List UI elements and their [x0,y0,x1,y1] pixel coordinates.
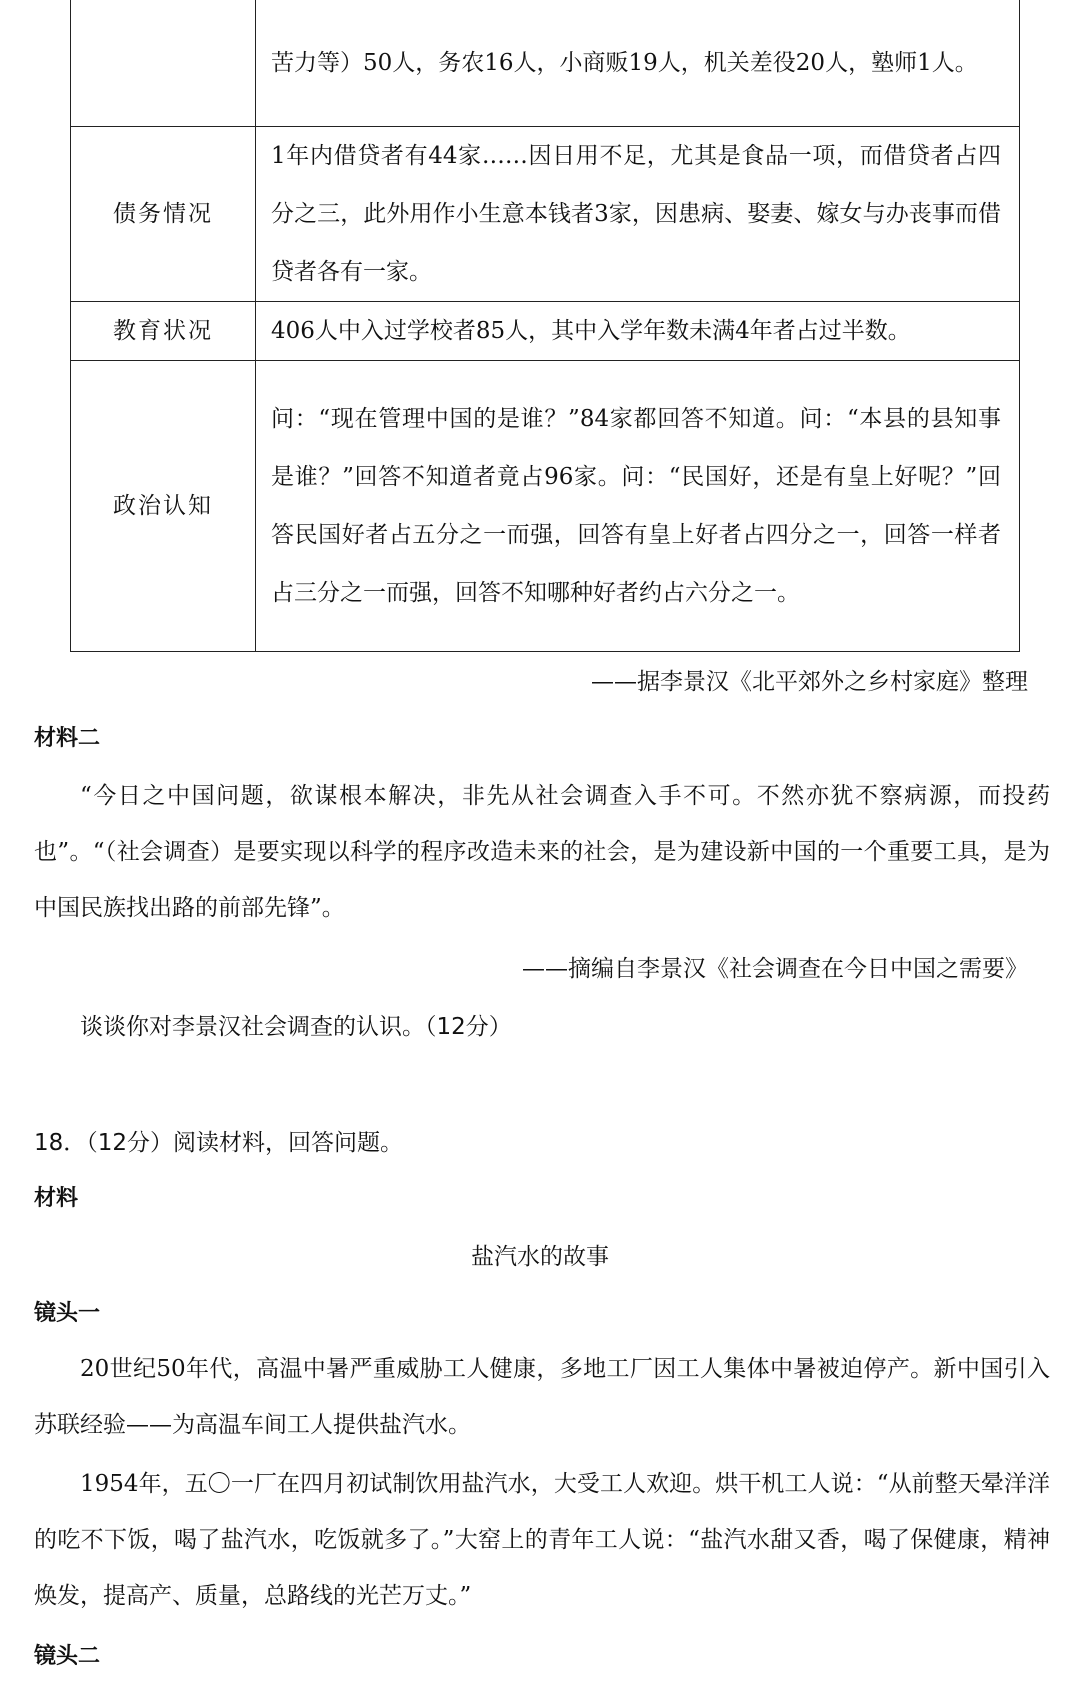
table-row-value: 406人中入过学校者85人，其中入学年数未满4年者占过半数。 [256,302,1020,361]
scene-1-paragraph-2: 1954年，五〇一厂在四月初试制饮用盐汽水，大受工人欢迎。烘干机工人说：“从前整天晕洋洋的吃不下饭，喝了盐汽水，吃饭就多了。”大窑上的青年工人说：“盐汽水甜又香，喝了保健康，精神焕发，提高产、质量，总路线的光芒万丈。” [34,1471,1050,1609]
material-heading: 材料 [34,1186,79,1211]
material-2-source: ——摘编自李景汉《社会调查在今日中国之需要》 [522,956,1028,982]
table-row-value: 问：“现在管理中国的是谁？”84家都回答不知道。问：“本县的县知事是谁？”回答不知道者竟占96家。问：“民国好，还是有皇上好呢？”回答民国好者占五分之一而强，回答有皇上好者占四分之一，回答一样者占三分之一而强，回答不知哪种好者约占六分之一。 [256,361,1020,652]
table-row-key [71,0,256,127]
table-row-key: 教育状况 [71,302,256,361]
material-2-heading: 材料二 [34,726,101,751]
survey-table [70,0,1020,652]
table-row [71,302,1020,361]
table-row-key: 债务情况 [71,127,256,302]
question-18-title: 18．（12分）阅读材料，回答问题。 [34,1130,404,1156]
table-row [71,0,1020,127]
scene-1-paragraph-1: 20世纪50年代，高温中暑严重威胁工人健康，多地工厂因工人集体中暑被迫停产。新中国引入苏联经验——为高温车间工人提供盐汽水。 [34,1356,1050,1438]
material-2-question: 谈谈你对李景汉社会调查的认识。（12分） [80,1014,512,1040]
material-2-text: “今日之中国问题，欲谋根本解决，非先从社会调查入手不可。不然亦犹不察病源，而投药也”。“（社会调查）是要实现以科学的程序改造未来的社会，是为建设新中国的一个重要工具，是为中国民族找出路的前部先锋”。 [34,783,1050,921]
scene-2-heading: 镜头二 [34,1644,101,1669]
table-row-value: 1年内借贷者有44家……因日用不足，尤其是食品一项，而借贷者占四分之三，此外用作小生意本钱者3家，因患病、娶妻、嫁女与办丧事而借贷者各有一家。 [256,127,1020,302]
scene-1-heading: 镜头一 [34,1301,101,1326]
story-title: 盐汽水的故事 [471,1244,609,1270]
table-row [71,127,1020,302]
table-source: ——据李景汉《北平郊外之乡村家庭》整理 [591,669,1028,695]
table-row-value: 苦力等）50人，务农16人，小商贩19人，机关差役20人，塾师1人。 [256,0,1020,127]
table-row [71,361,1020,652]
table-row-key: 政治认知 [71,361,256,652]
